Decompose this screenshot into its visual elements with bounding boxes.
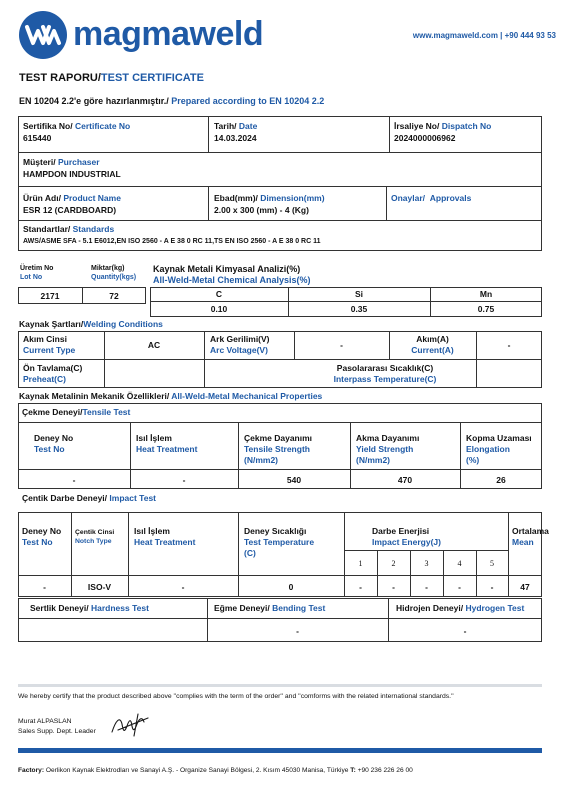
lot-no-label: Üretim No Lot No: [20, 265, 54, 281]
signer-name: Murat ALPASLAN: [18, 718, 72, 725]
chemical-analysis-title: Kaynak Metali Kimyasal Analizi(%) All-Weld-Metal Chemical Analysis(%): [153, 264, 311, 285]
bending-test-label: Eğme Deneyi/ Bending Test: [214, 603, 326, 613]
dimension-value: 2.00 x 300 (mm) - 4 (Kg): [214, 205, 309, 215]
test-temperature-value: 0: [288, 582, 294, 592]
energy-value-1: -: [359, 582, 362, 592]
welding-conditions-title: Kaynak Şartları/Welding Conditions: [19, 319, 163, 329]
energy-sub-5: 5: [490, 559, 494, 568]
impact-heat-treatment-value: -: [181, 582, 185, 592]
brand-name: magmaweld: [73, 15, 264, 53]
impact-heat-treatment-header: Isıl İşlem Heat Treatment: [134, 526, 196, 547]
energy-sub-1: 1: [358, 559, 363, 568]
arc-voltage-value: -: [340, 340, 343, 350]
interpass-label: Pasolararası Sıcaklık(C) Interpass Temperature(C): [333, 363, 437, 384]
date-value: 14.03.2024: [214, 133, 257, 143]
hardness-test-label: Sertlik Deneyi/ Hardness Test: [30, 603, 149, 613]
tensile-test-no-header: Deney No Test No: [34, 433, 74, 454]
certificate-no-label: Sertifika No/ Certificate No: [23, 121, 131, 131]
impact-test-no-header: Deney No Test No: [22, 526, 62, 547]
impact-test-title: Çentik Darbe Deneyi/ Impact Test: [22, 493, 157, 503]
certification-statement: We hereby certify that the product described above ''complies with the term of the order'' and ''comforms with the related international standards.'': [18, 693, 454, 700]
tensile-test-title: Çekme Deneyi/Tensile Test: [22, 407, 131, 417]
quantity-value: 72: [109, 291, 119, 301]
bottom-bar: [18, 748, 542, 753]
brand-logo: [18, 10, 298, 60]
element-mn: Mn: [479, 289, 493, 299]
current-value: -: [507, 340, 511, 350]
mechanical-properties-title: Kaynak Metalinin Mekanik Özellikleri/ All-Weld-Metal Mechanical Properties: [19, 391, 323, 401]
signature-image: [108, 710, 152, 740]
current-type-label: Akım Cinsi Current Type: [23, 334, 76, 355]
element-c: C: [215, 289, 223, 299]
energy-value-2: -: [392, 582, 395, 592]
current-type-value: AC: [147, 340, 161, 350]
certificate-no-value: 615440: [23, 133, 52, 143]
energy-sub-4: 4: [457, 559, 462, 568]
tensile-strength-header: Çekme Dayanımı Tensile Strength (N/mm2): [244, 433, 313, 465]
notch-type-header: Çentik Cinsi Notch Type: [75, 529, 115, 545]
prepared-statement: EN 10204 2.2'e göre hazırlanmıştır./ Prepared according to EN 10204 2.2: [19, 96, 325, 106]
energy-sub-3: 3: [424, 559, 429, 568]
mean-value: 47: [520, 582, 530, 592]
yield-strength-value: 470: [397, 475, 413, 485]
energy-value-5: -: [490, 582, 494, 592]
dispatch-no-value: 2024000006962: [394, 133, 456, 143]
element-si: Si: [354, 289, 364, 299]
logo-mark-icon: [18, 10, 68, 60]
product-name-label: Ürün Adı/ Product Name: [23, 193, 121, 203]
standards-label: Standartlar/ Standards: [23, 224, 115, 234]
mean-header: Ortalama Mean: [512, 526, 549, 547]
contact-info: www.magmaweld.com | +90 444 93 53: [412, 31, 556, 40]
factory-address: Factory: Oerlikon Kaynak Elektrodları ve Sanayi A.Ş. - Organize Sanayi Bölgesi, 2. Kısım 45030 Manisa, Türkiye T: +90 236 226 26 00: [18, 767, 413, 774]
quantity-label: Miktar(kg) Quantity(kgs): [91, 265, 137, 281]
value-mn: 0.75: [477, 304, 495, 314]
product-name-value: ESR 12 (CARDBOARD): [23, 205, 117, 215]
energy-value-4: -: [458, 582, 461, 592]
dispatch-no-label: İrsaliye No/ Dispatch No: [394, 121, 492, 131]
tensile-heat-treatment-header: Isıl İşlem Heat Treatment: [136, 433, 198, 454]
elongation-value: 26: [496, 475, 506, 485]
purchaser-value: HAMPDON INDUSTRIAL: [23, 169, 121, 179]
impact-test-no-value: -: [43, 582, 46, 592]
tensile-test-no-value: -: [72, 475, 76, 485]
date-label: Tarih/ Date: [214, 121, 258, 131]
impact-energy-header: Darbe Enerjisi Impact Energy(J): [372, 526, 441, 547]
tensile-strength-value: 540: [286, 475, 302, 485]
lot-no-value: 2171: [40, 291, 60, 301]
dimension-label: Ebad(mm)/ Dimension(mm): [214, 193, 325, 203]
purchaser-label: Müşteri/ Purchaser: [23, 157, 100, 167]
current-label: Akım(A) Current(A): [411, 334, 454, 355]
approvals-label: Onaylar/ Approvals: [391, 193, 472, 203]
value-si: 0.35: [350, 304, 368, 314]
standards-value: AWS/ASME SFA - 5.1 E6012,EN ISO 2560 - A E 38 0 RC 11,TS EN ISO 2560 - A E 38 0 RC 11: [23, 238, 321, 245]
page-title: TEST RAPORU/TEST CERTIFICATE: [19, 72, 204, 84]
arc-voltage-label: Ark Gerilimi(V) Arc Voltage(V): [210, 334, 270, 355]
signer-title: Sales Supp. Dept. Leader: [18, 728, 96, 735]
signer-block: [18, 717, 96, 737]
preheat-label: Ön Tavlama(C) Preheat(C): [23, 363, 83, 384]
energy-sub-2: 2: [391, 559, 396, 568]
bending-test-value: -: [296, 626, 299, 636]
elongation-header: Kopma Uzaması Elongation (%): [466, 433, 532, 465]
yield-strength-header: Akma Dayanımı Yield Strength (N/mm2): [356, 433, 420, 465]
energy-value-3: -: [425, 582, 428, 592]
test-temperature-header: Deney Sıcaklığı Test Temperature (C): [244, 526, 315, 558]
hydrogen-test-label: Hidrojen Deneyi/ Hydrogen Test: [396, 603, 525, 613]
value-c: 0.10: [210, 304, 228, 314]
notch-type-value: ISO-V: [87, 582, 112, 592]
tensile-heat-treatment-value: -: [182, 475, 186, 485]
footer-divider: [18, 684, 542, 687]
hydrogen-test-value: -: [463, 626, 467, 636]
